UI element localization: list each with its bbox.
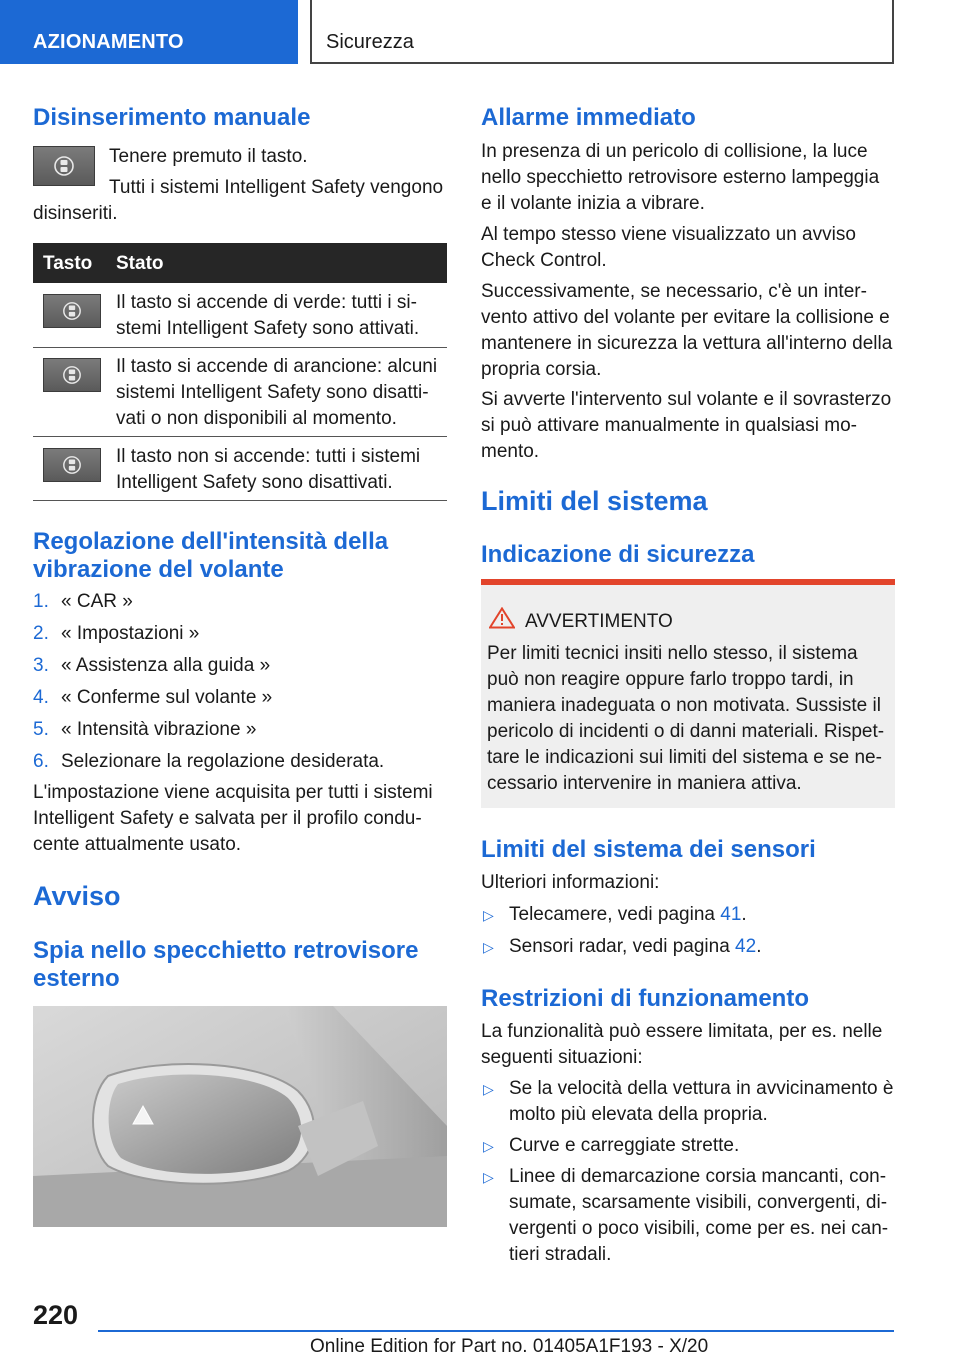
restrictions-intro-2: seguenti situazioni: bbox=[481, 1047, 643, 1068]
header-section-label: AZIONAMENTO bbox=[33, 31, 184, 53]
spia-title-line-2: esterno bbox=[33, 965, 120, 992]
alarm-p1-line-2: nello specchietto retrovisore esterno lampeggia bbox=[481, 167, 880, 188]
vibration-title-line-1: Regolazione dell'intensità della bbox=[33, 528, 389, 555]
bullet-triangle-icon: ▷ bbox=[483, 1081, 494, 1097]
mirror-illustration bbox=[33, 1006, 447, 1227]
step-text: Selezionare la regolazione desiderata. bbox=[61, 751, 385, 772]
header-chapter-label: Sicurezza bbox=[326, 31, 414, 53]
table-row-3-line-2: Intelligent Safety sono disattivati. bbox=[116, 472, 393, 493]
step-number: 2. bbox=[33, 623, 49, 644]
table-row-2-line-1: Il tasto si accende di arancione: alcuni bbox=[116, 356, 438, 377]
restriction-item-line: tieri stradali. bbox=[509, 1244, 612, 1265]
table-row-2-line-3: vati o non disponibili al momento. bbox=[116, 408, 397, 429]
warning-line: maniera inadeguata o non motivata. Sussiste il bbox=[487, 695, 881, 716]
alarm-p3-line-2: vento attivo del volante per evitare la collisione e bbox=[481, 307, 890, 328]
warning-line: tare le indicazioni sui limiti del sistema e se ne- bbox=[487, 747, 882, 768]
step-text: « Assistenza alla guida » bbox=[61, 655, 271, 676]
restriction-item-line: sumate, scarsamente visibili, convergenti, di- bbox=[509, 1192, 888, 1213]
restriction-item-line: Curve e carreggiate strette. bbox=[509, 1135, 740, 1156]
restrictions-title: Restrizioni di funzionamento bbox=[481, 985, 809, 1012]
limits-title: Limiti del sistema bbox=[481, 486, 708, 516]
step-number: 6. bbox=[33, 751, 49, 772]
avviso-title: Avviso bbox=[33, 881, 121, 911]
footer-divider bbox=[98, 1330, 894, 1332]
restriction-item-line: vergenti o poco visibili, come per es. nei can- bbox=[509, 1218, 889, 1239]
warning-line: può non reagire oppure farlo troppo tardi, in bbox=[487, 669, 854, 690]
alarm-p2-line-2: Check Control. bbox=[481, 250, 607, 271]
safety-title: Indicazione di sicurezza bbox=[481, 541, 755, 568]
step-number: 4. bbox=[33, 687, 49, 708]
step-text: « Intensità vibrazione » bbox=[61, 719, 257, 740]
step-number: 5. bbox=[33, 719, 49, 740]
warning-box bbox=[481, 579, 895, 808]
header-section-tab bbox=[0, 0, 298, 64]
table-header-key: Tasto bbox=[43, 253, 93, 274]
after-steps-line-1: L'impostazione viene acquisita per tutti i sistemi bbox=[33, 782, 433, 803]
page-number: 220 bbox=[33, 1300, 79, 1330]
after-steps-line-3: cente attualmente usato. bbox=[33, 834, 242, 855]
sensor-intro: Ulteriori informazioni: bbox=[481, 872, 660, 893]
table-divider bbox=[33, 436, 447, 437]
restrictions-intro-1: La funzionalità può essere limitata, per es. nelle bbox=[481, 1021, 883, 1042]
table-row-3-line-1: Il tasto non si accende: tutti i sistemi bbox=[116, 446, 421, 467]
bullet-triangle-icon: ▷ bbox=[483, 1169, 494, 1185]
footer-edition: Online Edition for Part no. 01405A1F193 - X/20 bbox=[310, 1336, 709, 1357]
manual-text-1: Tenere premuto il tasto. bbox=[109, 146, 308, 167]
button-orange-icon bbox=[43, 358, 101, 392]
table-row-1-line-1: Il tasto si accende di verde: tutti i si- bbox=[116, 292, 417, 313]
sensor-item-camera: Telecamere, vedi pagina 41. bbox=[509, 904, 747, 925]
table-row-2-line-2: sistemi Intelligent Safety sono disatti- bbox=[116, 382, 429, 403]
alarm-p1-line-3: e il volante inizia a vibrare. bbox=[481, 193, 705, 214]
bullet-triangle-icon: ▷ bbox=[483, 907, 494, 923]
alarm-p4-line-3: mento. bbox=[481, 441, 540, 462]
spia-title-line-1: Spia nello specchietto retrovisore bbox=[33, 937, 419, 964]
table-header-state: Stato bbox=[116, 253, 164, 274]
warning-title: AVVERTIMENTO bbox=[525, 611, 673, 632]
table-divider bbox=[33, 500, 447, 501]
step-number: 3. bbox=[33, 655, 49, 676]
after-steps-line-2: Intelligent Safety e salvata per il profilo condu- bbox=[33, 808, 422, 829]
warning-line: Per limiti tecnici insiti nello stesso, il sistema bbox=[487, 643, 858, 664]
restriction-item-line: Se la velocità della vettura in avvicinamento è bbox=[509, 1078, 894, 1099]
manual-title: Disinserimento manuale bbox=[33, 104, 311, 131]
step-number: 1. bbox=[33, 591, 49, 612]
header-chapter-tab bbox=[310, 0, 894, 64]
alarm-p3-line-4: propria corsia. bbox=[481, 359, 602, 380]
alarm-p3-line-1: Successivamente, se necessario, c'è un inter- bbox=[481, 281, 867, 302]
alarm-title: Allarme immediato bbox=[481, 104, 696, 131]
sensor-item-radar: Sensori radar, vedi pagina 42. bbox=[509, 936, 762, 957]
alarm-p4-line-2: si può attivare manualmente in qualsiasi mo- bbox=[481, 415, 857, 436]
manual-text-2a: Tutti i sistemi Intelligent Safety vengono bbox=[109, 177, 444, 198]
restriction-item-line: Linee di demarcazione corsia mancanti, con- bbox=[509, 1166, 887, 1187]
vibration-title-line-2: vibrazione del volante bbox=[33, 556, 284, 583]
table-header bbox=[33, 243, 447, 283]
bullet-triangle-icon: ▷ bbox=[483, 939, 494, 955]
bullet-triangle-icon: ▷ bbox=[483, 1138, 494, 1154]
alarm-p2-line-1: Al tempo stesso viene visualizzato un avviso bbox=[481, 224, 856, 245]
warning-triangle-icon bbox=[489, 607, 515, 629]
button-off-icon bbox=[43, 448, 101, 482]
table-row-1-line-2: stemi Intelligent Safety sono attivati. bbox=[116, 318, 420, 339]
step-text: « Conferme sul volante » bbox=[61, 687, 273, 708]
restriction-item-line: molto più elevata della propria. bbox=[509, 1104, 768, 1125]
warning-line: cessario intervenire in maniera attiva. bbox=[487, 773, 802, 794]
manual-text-2b: disinseriti. bbox=[33, 203, 118, 224]
button-green-icon bbox=[43, 294, 101, 328]
page-link-42[interactable]: 42 bbox=[735, 936, 757, 957]
sensor-title: Limiti del sistema dei sensori bbox=[481, 836, 816, 863]
page-link-41[interactable]: 41 bbox=[720, 904, 742, 925]
alarm-p1-line-1: In presenza di un pericolo di collisione, la luce bbox=[481, 141, 868, 162]
warning-line: pericolo di incidenti o di danni materiali. Rispet- bbox=[487, 721, 885, 742]
step-text: « Impostazioni » bbox=[61, 623, 200, 644]
step-text: « CAR » bbox=[61, 591, 133, 612]
safety-button-icon bbox=[33, 146, 95, 186]
alarm-p3-line-3: mantenere in sicurezza la vettura all'interno della bbox=[481, 333, 893, 354]
alarm-p4-line-1: Si avverte l'intervento sul volante e il sovrasterzo bbox=[481, 389, 892, 410]
table-divider bbox=[33, 347, 447, 348]
